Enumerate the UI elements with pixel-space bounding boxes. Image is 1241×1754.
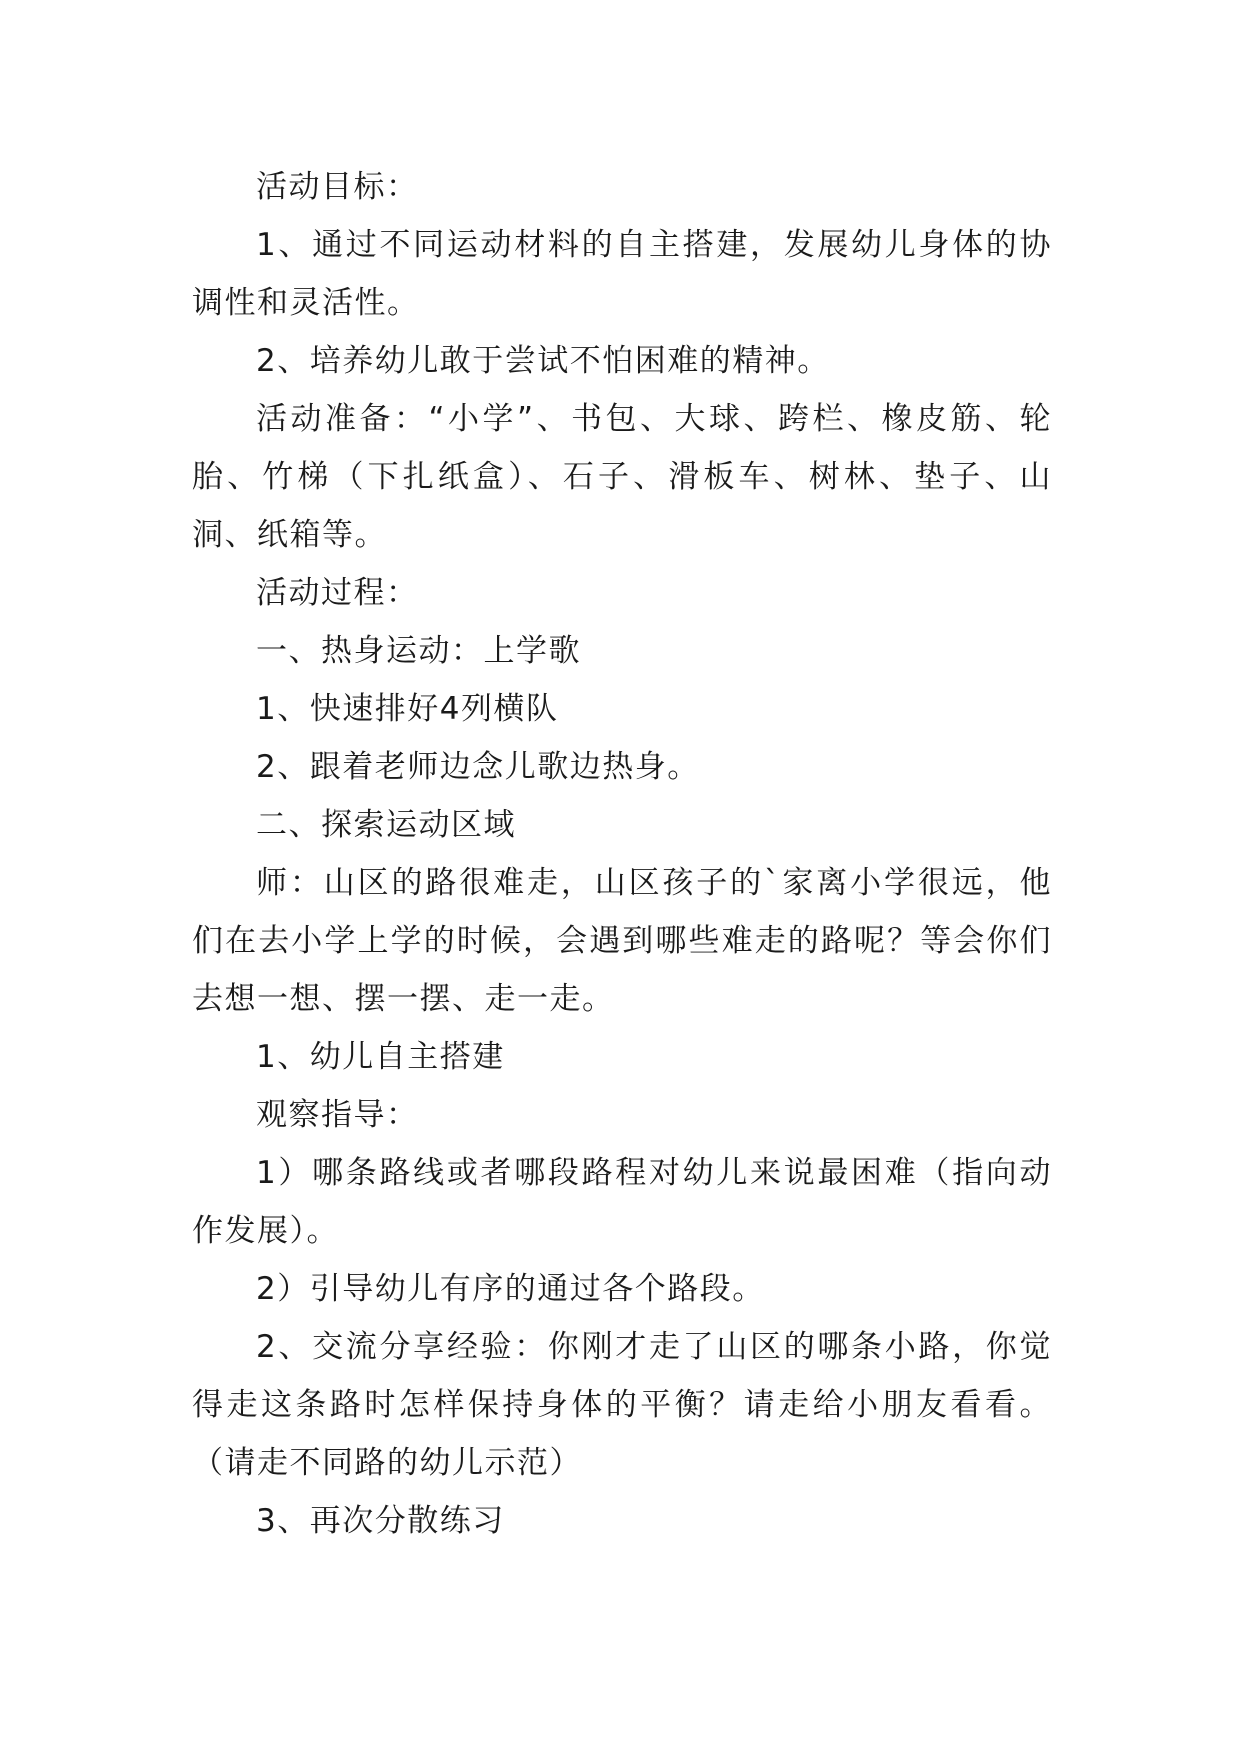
teacher-speech-paragraph: 师：山区的路很难走，山区孩子的`家离小学很远，他们在去小学上学的时候，会遇到哪些难走的路呢？等会你们去想一想、摆一摆、走一走。	[192, 865, 1052, 1017]
warmup-item-1: 1、快速排好4列横队	[256, 691, 559, 727]
observation-guidance-heading: 观察指导：	[256, 1097, 419, 1133]
observation-item-1: 1）哪条路线或者哪段路程对幼儿来说最困难（指向动作发展）。	[192, 1155, 1052, 1249]
document-body	[192, 158, 1052, 1550]
step-warmup-heading: 一、热身运动：上学歌	[256, 633, 581, 669]
goal-item-1: 1、通过不同运动材料的自主搭建，发展幼儿身体的协调性和灵活性。	[192, 227, 1052, 321]
explore-item-2: 2、交流分享经验：你刚才走了山区的哪条小路，你觉得走这条路时怎样保持身体的平衡？请走给小朋友看看。（请走不同路的幼儿示范）	[192, 1329, 1052, 1481]
warmup-item-2: 2、跟着老师边念儿歌边热身。	[256, 749, 700, 785]
observation-item-2: 2）引导幼儿有序的通过各个路段。	[256, 1271, 765, 1307]
preparation-paragraph: 活动准备：“小学”、书包、大球、跨栏、橡皮筋、轮胎、竹梯（下扎纸盒）、石子、滑板车、树林、垫子、山洞、纸箱等。	[192, 401, 1052, 553]
goal-item-2: 2、培养幼儿敢于尝试不怕困难的精神。	[256, 343, 830, 379]
section-heading-process: 活动过程：	[256, 575, 419, 611]
explore-item-1: 1、幼儿自主搭建	[256, 1039, 505, 1075]
step-explore-heading: 二、探索运动区域	[256, 807, 516, 843]
section-heading-goals: 活动目标：	[256, 169, 419, 205]
explore-item-3: 3、再次分散练习	[256, 1503, 505, 1539]
